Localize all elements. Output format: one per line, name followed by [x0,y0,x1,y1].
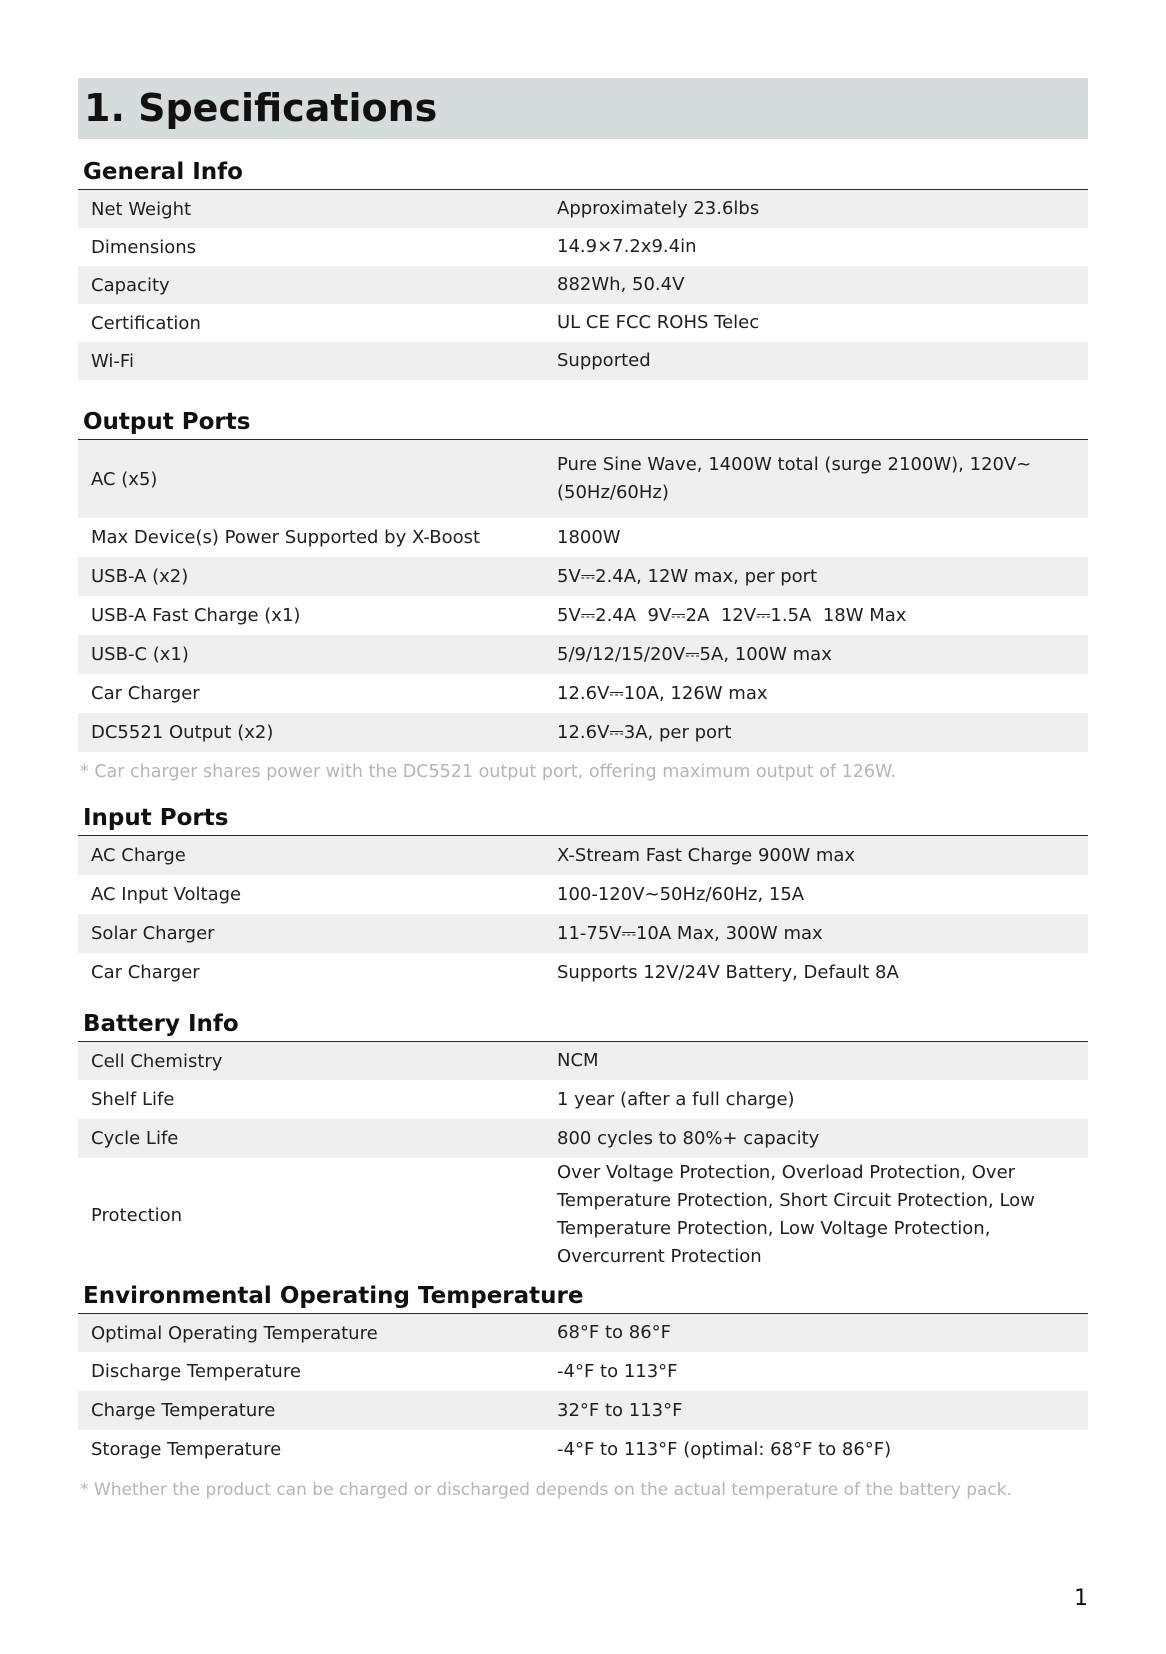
section-output-ports [78,402,1088,752]
spec-label: Certification [91,312,201,334]
spec-value: 11-75V⎓10A Max, 300W max [557,922,823,944]
temperature-note: * Whether the product can be charged or discharged depends on the actual temperature of the battery pack. [80,1480,1013,1500]
section-battery-info [78,1004,1088,1272]
spec-value: Supports 12V/24V Battery, Default 8A [557,961,899,983]
spec-row-storage-temp [78,1430,1088,1469]
spec-row-discharge-temp [78,1352,1088,1391]
spec-label: DC5521 Output (x2) [91,722,274,743]
spec-value: Over Voltage Protection, Overload Protection, Over Temperature Protection, Short Circuit Protection, Low Temperature Protection, Low Voltage Protection, Overcurrent Protection [557,1162,1035,1267]
spec-value: 800 cycles to 80%+ capacity [557,1127,820,1149]
spec-row-ac-charge [78,836,1088,875]
spec-label: Dimensions [91,236,197,258]
spec-label: Solar Charger [91,923,215,944]
spec-row-capacity [78,266,1088,304]
spec-value: 32°F to 113°F [557,1399,683,1421]
spec-label: USB-A (x2) [91,566,189,587]
spec-row-car-charger-out [78,674,1088,713]
spec-label: AC Charge [91,845,186,866]
spec-row-net-weight [78,190,1088,228]
spec-label: Discharge Temperature [91,1361,301,1382]
spec-value: Supported [557,350,651,371]
spec-label: Cell Chemistry [91,1050,223,1072]
section-title: Output Ports [78,402,1088,440]
spec-label: Cycle Life [91,1128,179,1149]
spec-label: Capacity [91,274,170,296]
page-title: 1. Specifications [78,78,1088,139]
page-number: 1 [1074,1586,1088,1611]
spec-label: AC (x5) [91,468,158,490]
spec-row-usb-a-fast [78,596,1088,635]
section-input-ports [78,798,1088,992]
spec-label: Charge Temperature [91,1400,276,1421]
spec-row-wifi [78,342,1088,380]
spec-label: USB-C (x1) [91,644,189,665]
output-ports-note: * Car charger shares power with the DC5521 output port, offering maximum output of 126W. [80,762,896,782]
spec-row-protection [78,1158,1088,1272]
spec-row-optimal-temp [78,1314,1088,1352]
spec-label: Net Weight [91,198,192,220]
spec-row-car-charger-in [78,953,1088,992]
spec-label: Wi-Fi [91,350,134,372]
spec-value: 100-120V~50Hz/60Hz, 15A [557,883,805,905]
spec-row-solar-charger [78,914,1088,953]
section-general-info [78,152,1088,380]
section-title: General Info [78,152,1088,190]
spec-value: 68°F to 86°F [557,1322,672,1343]
spec-row-cycle-life [78,1119,1088,1158]
spec-label: Shelf Life [91,1089,175,1110]
spec-row-certification [78,304,1088,342]
spec-label: USB-A Fast Charge (x1) [91,605,301,626]
spec-row-dimensions [78,228,1088,266]
spec-value: 1 year (after a full charge) [557,1088,795,1110]
spec-row-usb-c [78,635,1088,674]
spec-label: Storage Temperature [91,1439,282,1460]
spec-row-shelf-life [78,1080,1088,1119]
section-environmental-temperature [78,1276,1088,1469]
spec-value: -4°F to 113°F [557,1360,678,1382]
section-title: Environmental Operating Temperature [78,1276,1088,1314]
spec-value: 1800W [557,526,621,548]
spec-value: 14.9×7.2x9.4in [557,236,697,257]
spec-row-ac-input-voltage [78,875,1088,914]
section-title: Battery Info [78,1004,1088,1042]
spec-value: NCM [557,1050,599,1071]
spec-value: Approximately 23.6lbs [557,198,760,219]
spec-label: Optimal Operating Temperature [91,1322,378,1344]
spec-label: Protection [91,1204,183,1226]
spec-value: 12.6V⎓3A, per port [557,721,732,743]
spec-label: AC Input Voltage [91,884,242,905]
spec-row-cell-chemistry [78,1042,1088,1080]
spec-value: X-Stream Fast Charge 900W max [557,844,856,866]
spec-row-xboost [78,518,1088,557]
spec-label: Car Charger [91,683,200,704]
spec-value: 5V⎓2.4A, 12W max, per port [557,565,818,587]
spec-label: Car Charger [91,962,200,983]
spec-value: 5V⎓2.4A 9V⎓2A 12V⎓1.5A 18W Max [557,604,907,626]
spec-value: Pure Sine Wave, 1400W total (surge 2100W), 120V~ (50Hz/60Hz) [557,454,1032,503]
spec-row-charge-temp [78,1391,1088,1430]
spec-value: 882Wh, 50.4V [557,274,685,295]
spec-value: 12.6V⎓10A, 126W max [557,682,768,704]
spec-row-usb-a [78,557,1088,596]
spec-value: -4°F to 113°F (optimal: 68°F to 86°F) [557,1438,892,1460]
spec-label: Max Device(s) Power Supported by X-Boost [91,527,481,548]
spec-value: UL CE FCC ROHS Telec [557,312,760,333]
section-title: Input Ports [78,798,1088,836]
spec-value: 5/9/12/15/20V⎓5A, 100W max [557,643,832,665]
spec-row-ac [78,440,1088,518]
spec-row-dc5521 [78,713,1088,752]
